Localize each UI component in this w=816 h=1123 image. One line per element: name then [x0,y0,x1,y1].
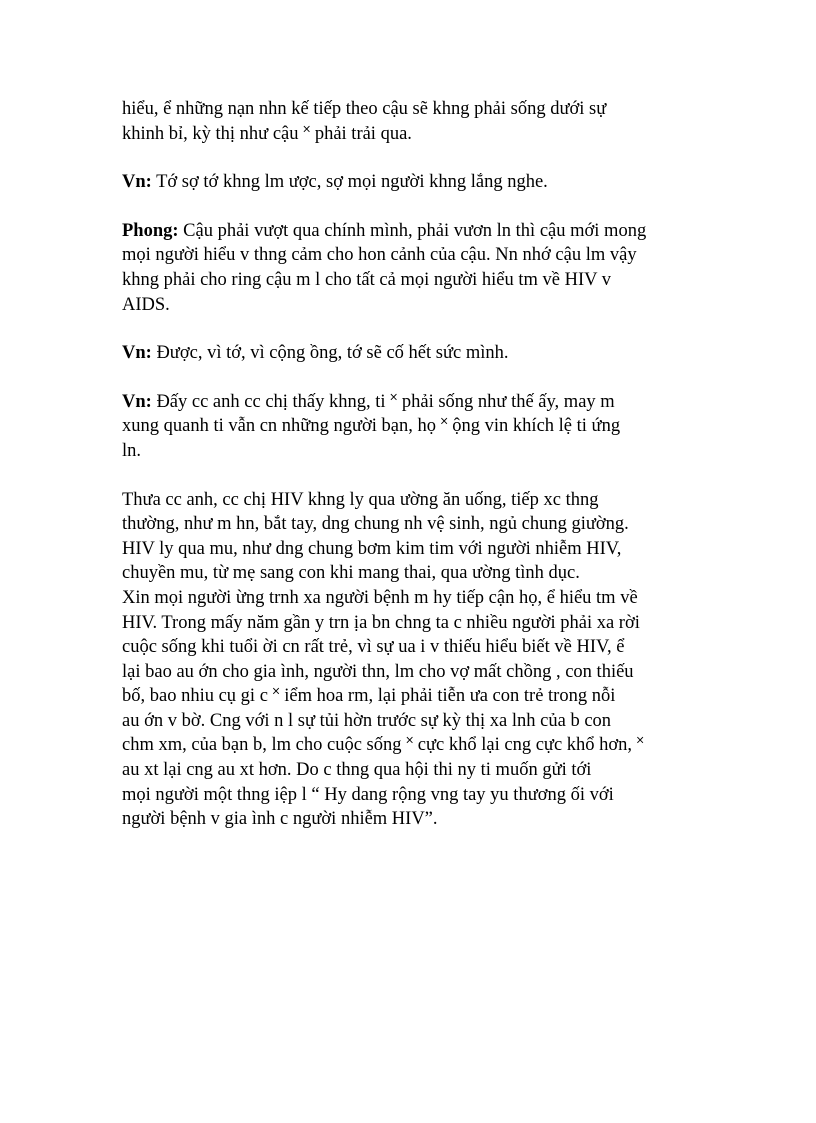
text-line: au xt lại cng au xt hơn. Do c thng qua hội thi ny ti muốn gửi tới [122,760,592,781]
speaker-label: Vn: [122,391,152,412]
text-line: bố, bao nhiu cụ gi c ˟ iểm hoa rm, lại phải tiễn ưa con trẻ trong nỗi [122,686,616,707]
text-line: HIV. Trong mấy năm gần y trn ịa bn chng ta c nhiều người phải xa rời [122,612,640,633]
text-line: AIDS. [122,294,170,315]
document-body [122,97,692,832]
text-line: lại bao au ớn cho gia ình, người thn, lm cho vợ mất chồng , con thiếu [122,661,634,682]
paragraph-5 [122,390,692,464]
text-line: Xin mọi người ừng trnh xa người bệnh m hy tiếp cận họ, ể hiểu tm về [122,587,638,608]
dialogue-text: Đấy cc anh cc chị thấy khng, ti ˟ phải sống như thế ấy, may m [151,391,615,412]
text-line: xung quanh ti vẫn cn những người bạn, họ ˟ ộng vin khích lệ ti ứng [122,416,621,437]
paragraph-1 [122,97,692,146]
speaker-label: Vn: [122,343,152,364]
text-line: Thưa cc anh, cc chị HIV khng ly qua ường ăn uống, tiếp xc thng [122,489,599,510]
text-line [122,170,692,195]
paragraph-6 [122,488,692,832]
text-line: chm xm, của bạn b, lm cho cuộc sống ˟ cực khổ lại cng cực khổ hơn, ˟ [122,735,644,756]
text-line: mọi người hiểu v thng cảm cho hon cảnh của cậu. Nn nhớ cậu lm vậy [122,245,637,266]
text-line [122,390,692,415]
text-line: cuộc sống khi tuổi ời cn rất trẻ, vì sự ua i v thiếu hiểu biết về HIV, ể [122,637,625,658]
text-line: hiểu, ể những nạn nhn kế tiếp theo cậu sẽ khng phải sống dưới sự [122,99,607,119]
paragraph-4 [122,341,692,366]
dialogue-text: Được, vì tớ, vì cộng ồng, tớ sẽ cố hết sức mình. [151,343,509,364]
paragraph-2 [122,170,692,195]
speaker-label: Vn: [122,172,152,193]
text-line: au ớn v bờ. Cng với n l sự tủi hờn trước sự kỳ thị xa lnh của b con [122,710,612,731]
speaker-label: Phong: [122,220,179,241]
dialogue-text: Cậu phải vượt qua chính mình, phải vươn ln thì cậu mới mong [178,220,647,241]
text-line [122,219,692,244]
text-line [122,341,692,366]
text-line: khng phải cho ring cậu m l cho tất cả mọi người hiểu tm về HIV v [122,269,612,290]
text-line: chuyền mu, từ mẹ sang con khi mang thai, qua ường tình dục. [122,563,580,584]
text-line: khinh bỉ, kỳ thị như cậu ˟ phải trải qua. [122,123,412,144]
text-line: thường, như m hn, bắt tay, dng chung nh vệ sinh, ngủ chung giường. [122,514,629,535]
text-line: HIV ly qua mu, như dng chung bơm kim tim với người nhiễm HIV, [122,538,622,559]
text-line: ln. [122,440,142,461]
paragraph-3 [122,219,692,317]
dialogue-text: Tớ sợ tớ khng lm ược, sợ mọi người khng lắng nghe. [151,172,548,193]
text-line: mọi người một thng iệp l “ Hy dang rộng vng tay yu thương ối với [122,784,614,805]
text-line: người bệnh v gia ình c người nhiễm HIV”. [122,809,438,830]
